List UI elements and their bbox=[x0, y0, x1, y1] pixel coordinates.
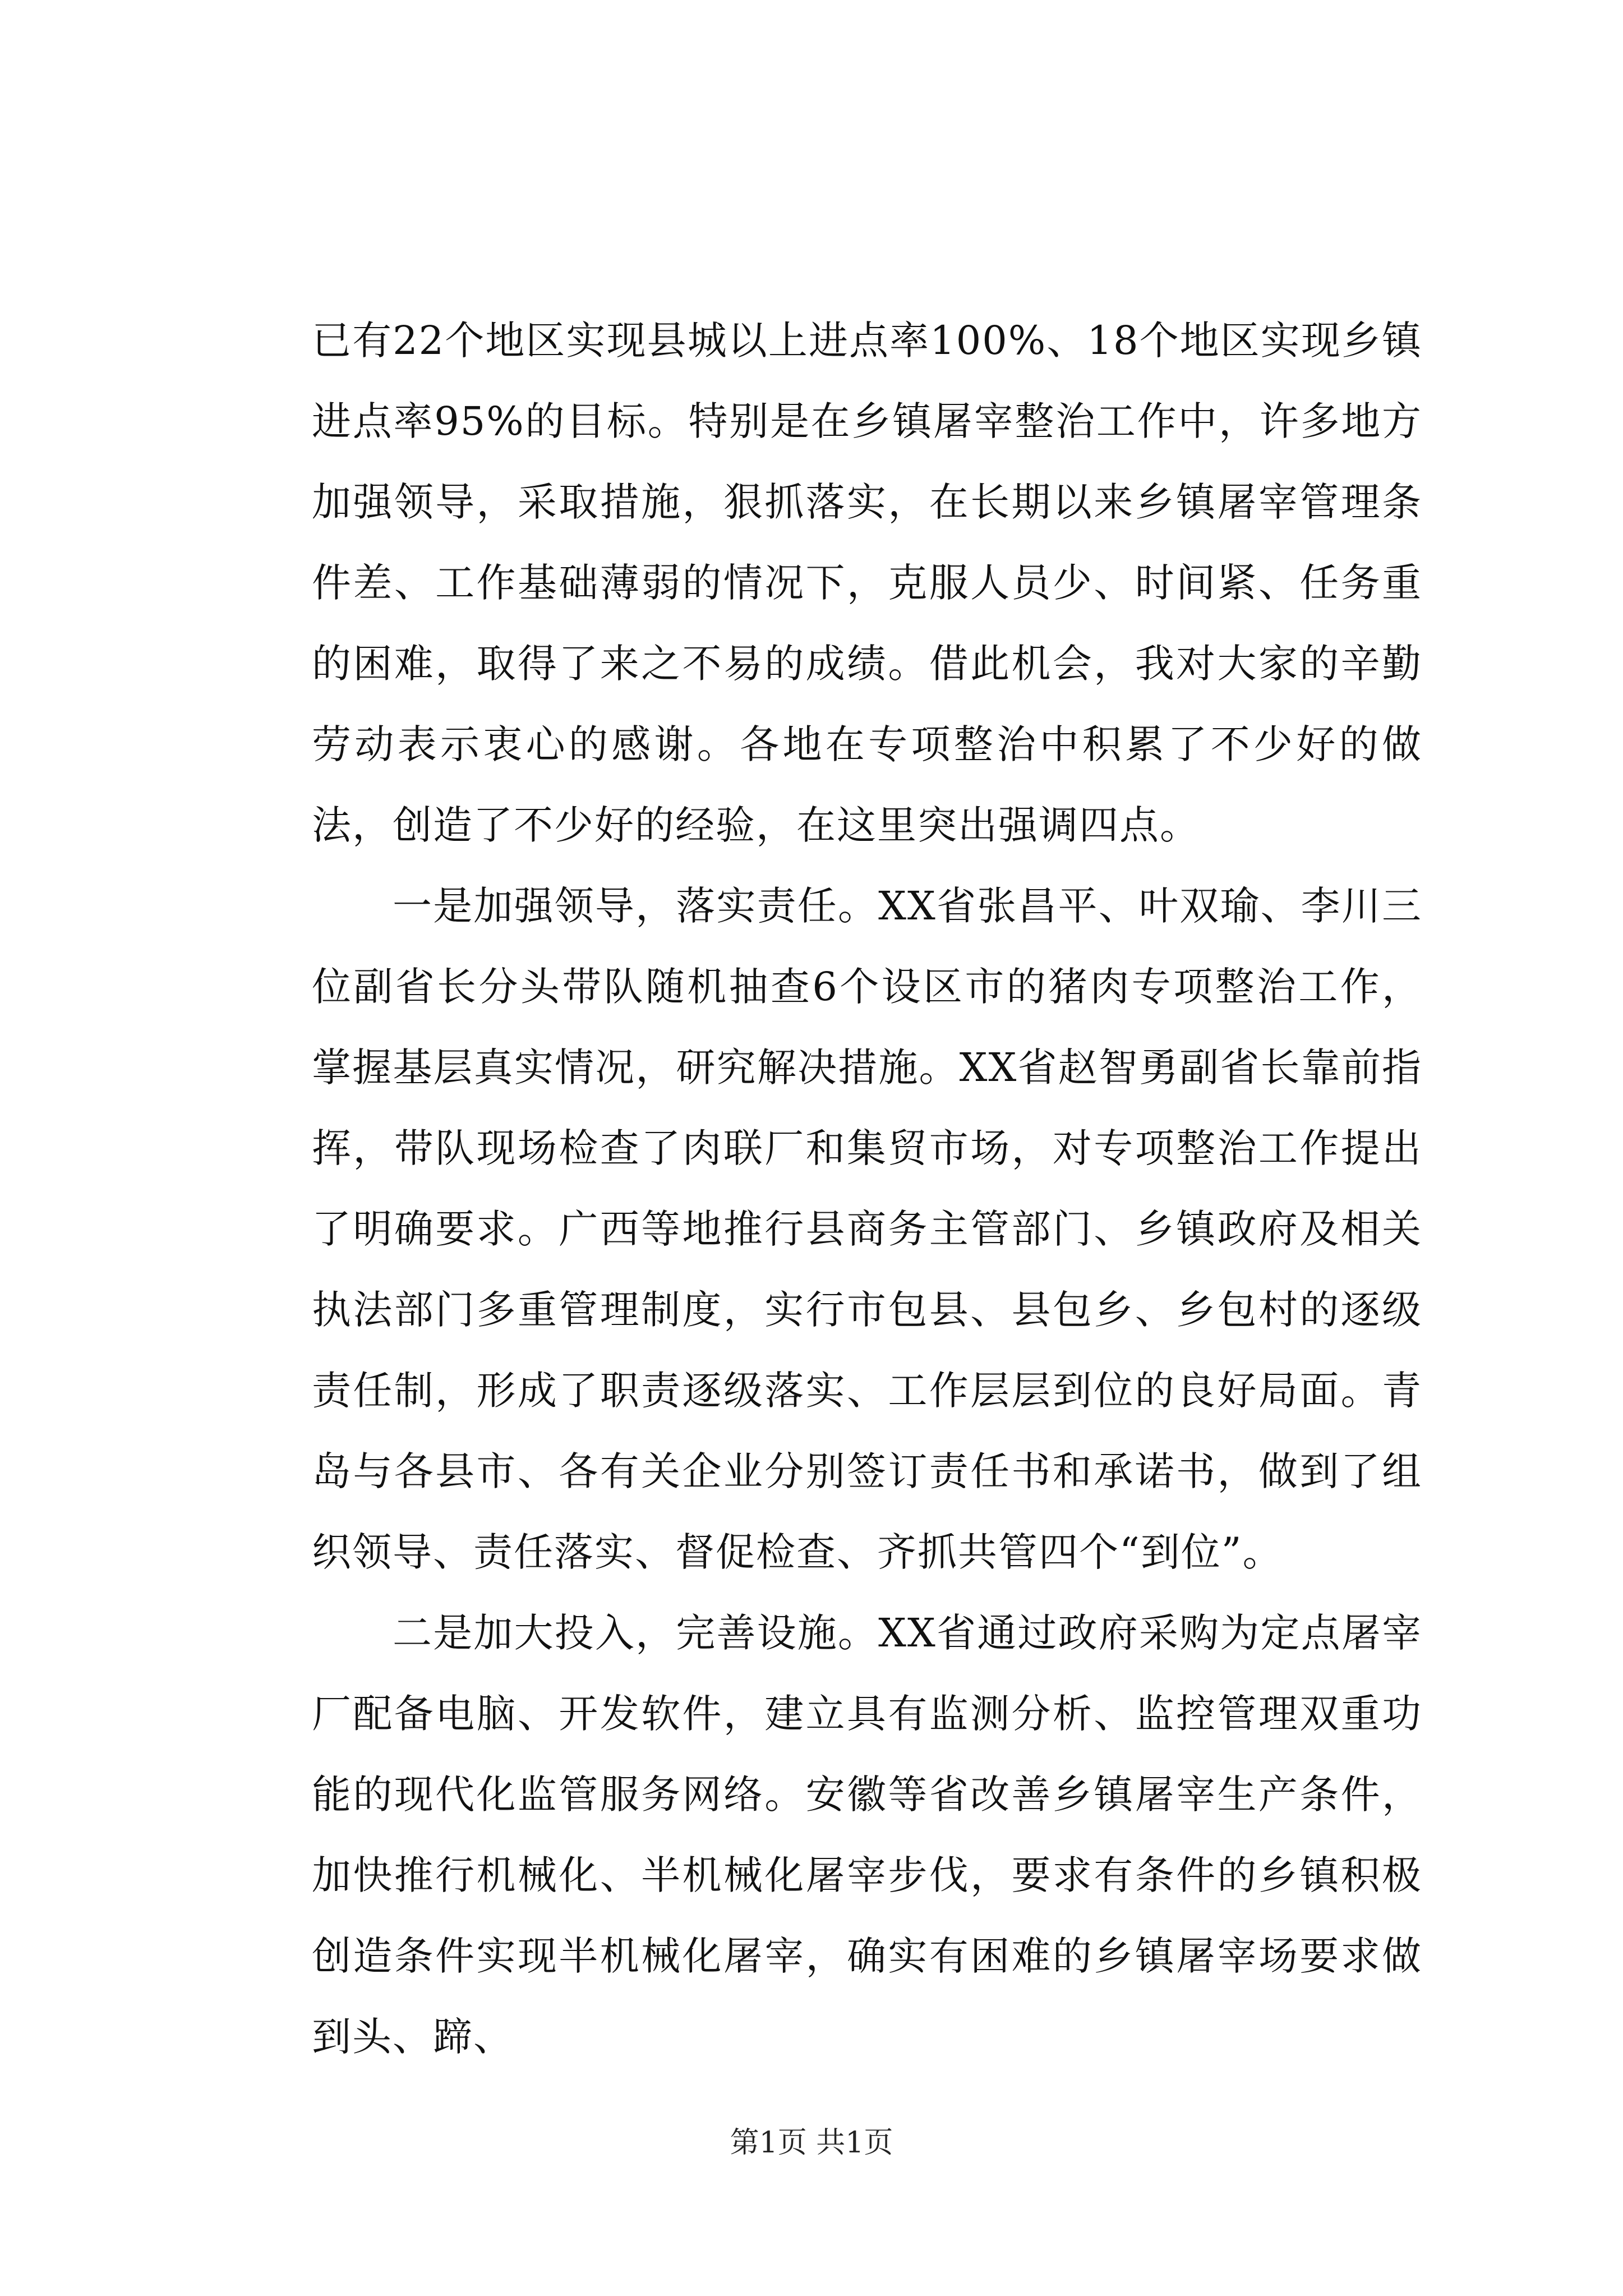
paragraph-1: 已有22个地区实现县城以上进点率100%、18个地区实现乡镇进点率95%的目标。特别是在乡镇屠宰整治工作中，许多地方加强领导，采取措施，狠抓落实，在长期以来乡镇屠宰管理条件差、工作基础薄弱的情况下，克服人员少、时间紧、任务重的困难，取得了来之不易的成绩。借此机会，我对大家的辛勤劳动表示衷心的感谢。各地在专项整治中积累了不少好的做法，创造了不少好的经验，在这里突出强调四点。 bbox=[312, 318, 1422, 848]
page-footer: 第1页 共1页 bbox=[730, 2126, 893, 2160]
document-body bbox=[312, 300, 1422, 2077]
paragraph-3: 二是加大投入，完善设施。XX省通过政府采购为定点屠宰厂配备电脑、开发软件，建立具有监测分析、监控管理双重功能的现代化监管服务网络。安徽等省改善乡镇屠宰生产条件，加快推行机械化、半机械化屠宰步伐，要求有条件的乡镇积极创造条件实现半机械化屠宰，确实有困难的乡镇屠宰场要求做到头、蹄、 bbox=[312, 1610, 1422, 2060]
paragraph-2: 一是加强领导，落实责任。XX省张昌平、叶双瑜、李川三位副省长分头带队随机抽查6个设区市的猪肉专项整治工作，掌握基层真实情况，研究解决措施。XX省赵智勇副省长靠前指挥，带队现场检查了肉联厂和集贸市场，对专项整治工作提出了明确要求。广西等地推行县商务主管部门、乡镇政府及相关执法部门多重管理制度，实行市包县、县包乡、乡包村的逐级责任制，形成了职责逐级落实、工作层层到位的良好局面。青岛与各县市、各有关企业分别签订责任书和承诺书，做到了组织领导、责任落实、督促检查、齐抓共管四个“到位”。 bbox=[312, 883, 1422, 1575]
